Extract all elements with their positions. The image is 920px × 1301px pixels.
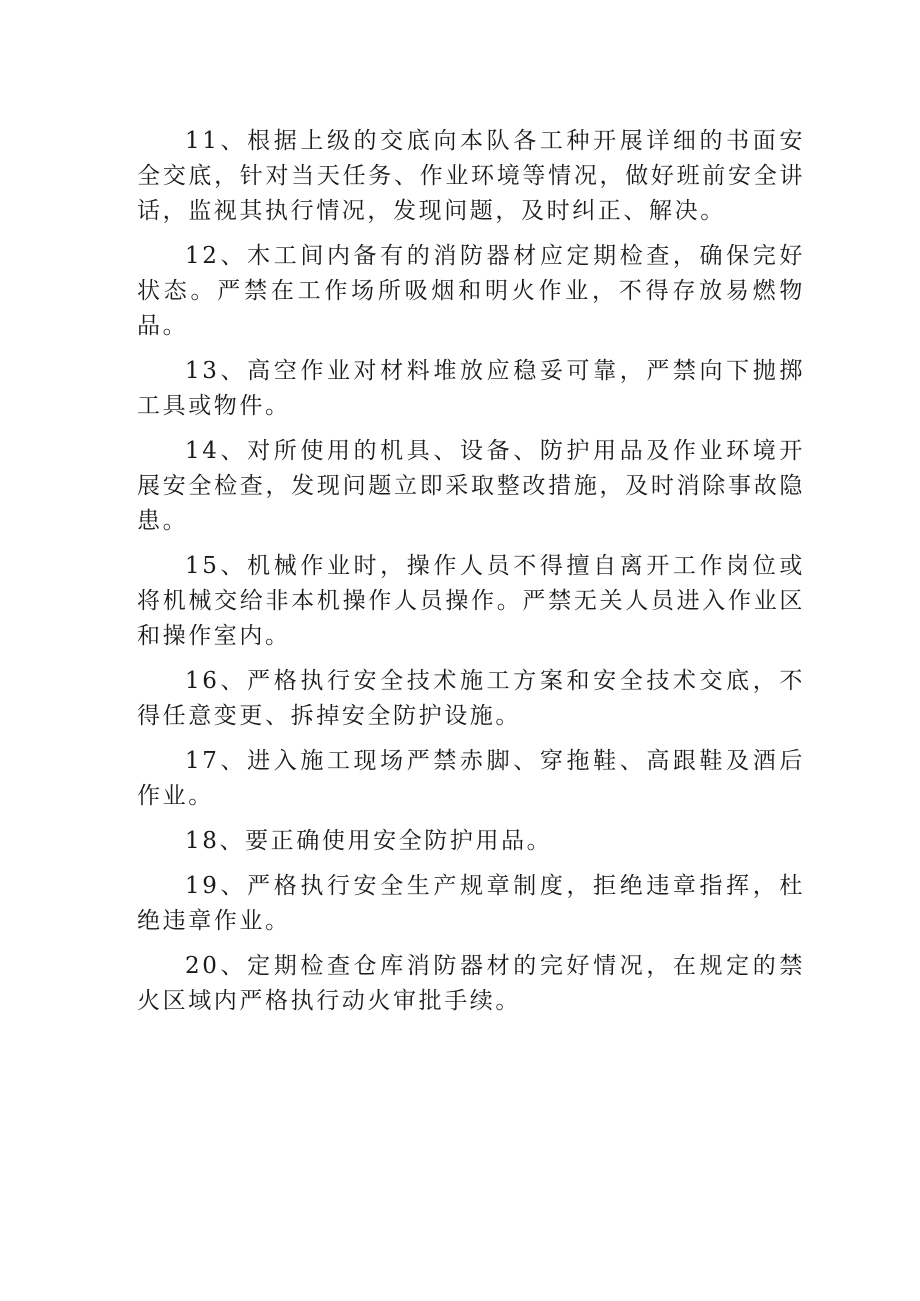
paragraph-18: 18、要正确使用安全防护用品。 bbox=[185, 828, 553, 854]
paragraph-12: 12、木工间内备有的消防器材应定期检查，确保完好状态。严禁在工作场所吸烟和明火作业，不得存放易燃物品。 bbox=[137, 243, 805, 339]
paragraph-15: 15、机械作业时，操作人员不得擅自离开工作岗位或将机械交给非本机操作人员操作。严禁无关人员进入作业区和操作室内。 bbox=[137, 553, 805, 649]
paragraph-11: 11、根据上级的交底向本队各工种开展详细的书面安全交底，针对当天任务、作业环境等情况，做好班前安全讲话，监视其执行情况，发现问题，及时纠正、解决。 bbox=[137, 128, 805, 224]
paragraph-17: 17、进入施工现场严禁赤脚、穿拖鞋、高跟鞋及酒后作业。 bbox=[137, 748, 805, 809]
paragraph-16: 16、严格执行安全技术施工方案和安全技术交底，不得任意变更、拆掉安全防护设施。 bbox=[137, 668, 805, 729]
paragraph-13: 13、高空作业对材料堆放应稳妥可靠，严禁向下抛掷工具或物件。 bbox=[137, 358, 805, 419]
document-body bbox=[137, 124, 805, 1029]
paragraph-14: 14、对所使用的机具、设备、防护用品及作业环境开展安全检查，发现问题立即采取整改措施，及时消除事故隐患。 bbox=[137, 438, 805, 534]
paragraph-19: 19、严格执行安全生产规章制度，拒绝违章指挥，杜绝违章作业。 bbox=[137, 873, 805, 934]
paragraph-20: 20、定期检查仓库消防器材的完好情况，在规定的禁火区域内严格执行动火审批手续。 bbox=[137, 953, 805, 1014]
